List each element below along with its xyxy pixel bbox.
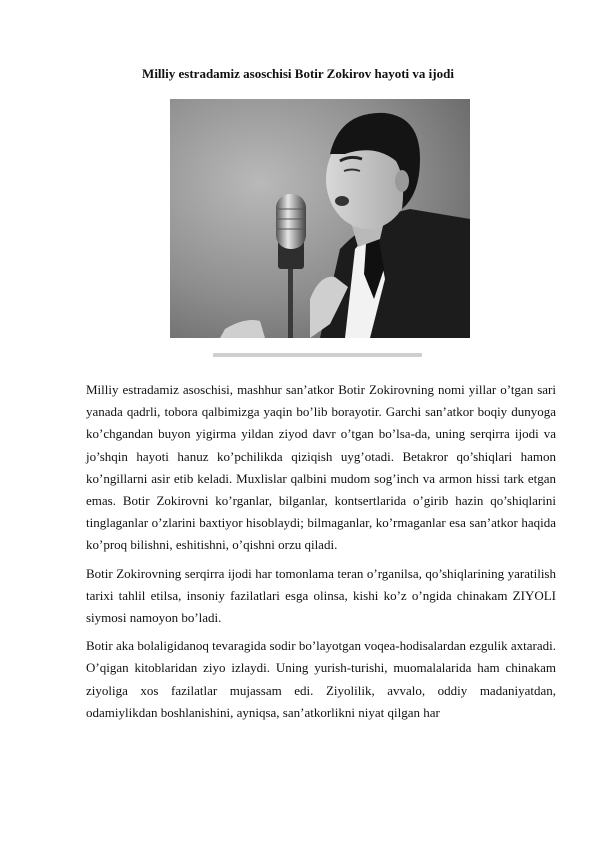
portrait-photo — [170, 99, 470, 338]
portrait-photo-icon — [170, 99, 470, 338]
image-caption-bar — [213, 353, 422, 357]
paragraph-3: Botir aka bolaligidanoq tevaragida sodir bo’layotgan voqea-hodisalardan ezgulik axtaradi. O’qigan kitoblaridan ziyo izlaydi. Uning yurish-turishi, muomalalarida ham chinakam ziyoliga xos fazilatlar mujassam edi. Ziyolilik, avvalo, oddiy madaniyatdan, odamiylikdan boshlanishini, ayniqsa, san’atkorlikni niyat qilgan har — [86, 638, 556, 720]
document-title: Milliy estradamiz asoschisi Botir Zokirov hayoti va ijodi — [142, 66, 454, 81]
paragraph-2: Botir Zokirovning serqirra ijodi har tomonlama teran o’rganilsa, qo’shiqlarining yaratilish tarixi tahlil etilsa, insoniy fazilatlari esga olinsa, kishi ko’z o’ngida chinakam ZIYOLI siymosi namoyon bo’ladi. — [86, 565, 556, 626]
paragraph-1: Milliy estradamiz asoschisi, mashhur san’atkor Botir Zokirovning nomi yillar o’tgan sari yanada qadrli, tobora qalbimizga yaqin bo’lib borayotir. Garchi san’atkor boqiy dunyoga ko’chgandan buyon yigirma yildan ziyod davr o’tgan bo’lsa-da, uning serqirra ijodi va jo’shqin hayoti hanuz ko’pchilikda qiziqish uyg’otadi. Betakror qo’shiqlari hamon ko’ngillarni asir etib keladi. Muxlislar qalbini mudom sog’inch va armon hissi tark etgan emas. Botir Zokirovni ko’rganlar, bilganlar, kontsertlarida o’girib hazin qo’shiqlarini tinglaganlar o’zlarini baxtiyor hisoblaydi; bilmaganlar, ko’rmaganlar esa san’atkor haqida ko’proq bilishni, eshitishni, o’qishni orzu qiladi. — [86, 382, 556, 553]
article-body — [86, 379, 556, 730]
